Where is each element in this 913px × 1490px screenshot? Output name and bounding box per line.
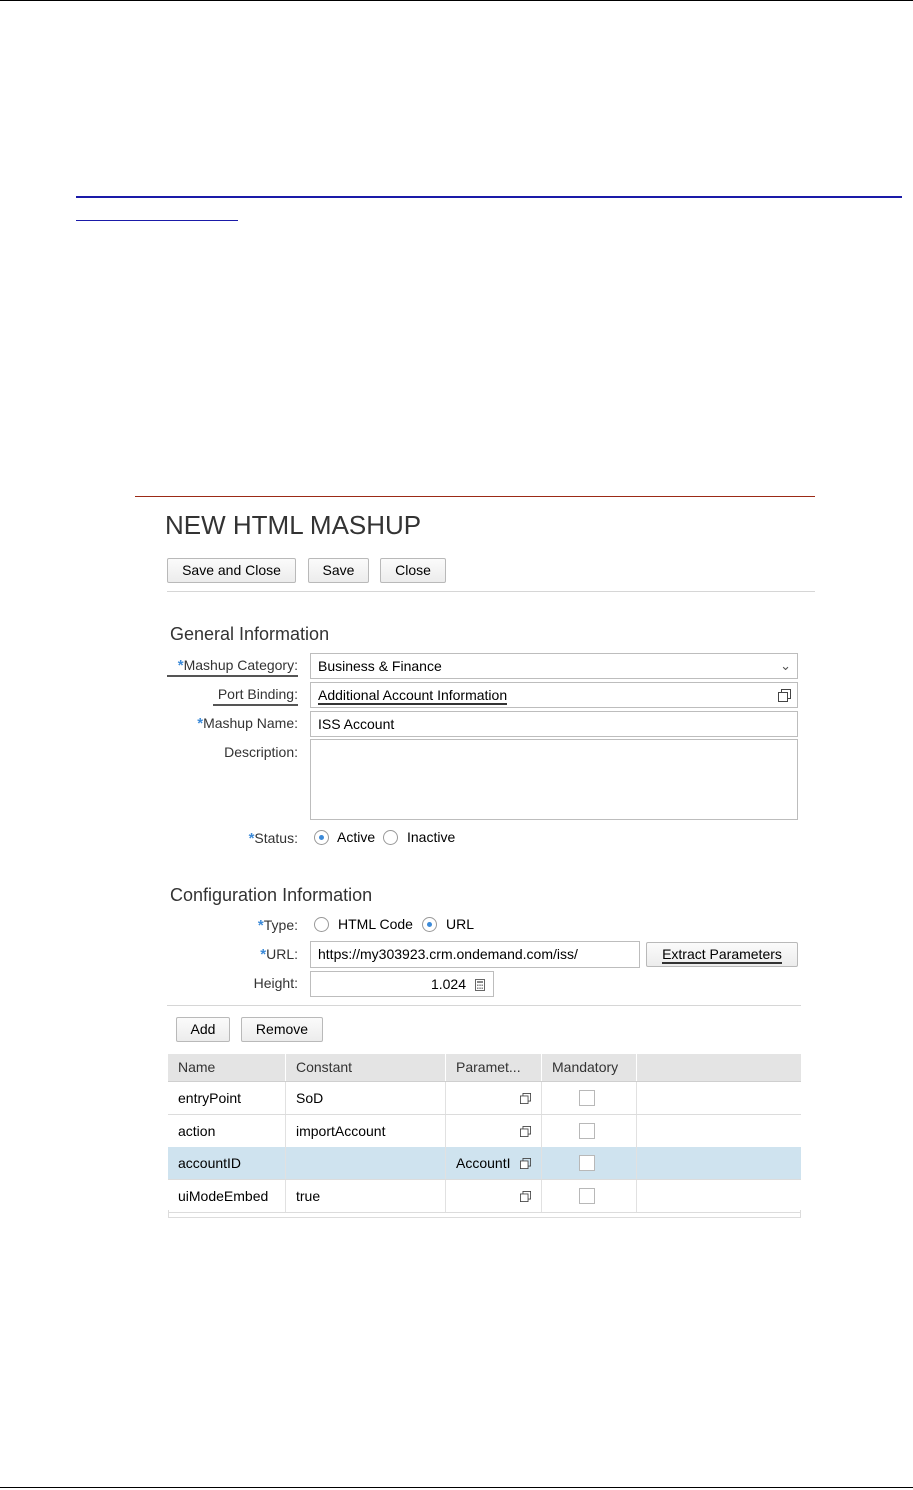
close-button[interactable]: Close xyxy=(380,558,446,583)
table-row[interactable] xyxy=(168,1082,801,1115)
save-and-close-button[interactable]: Save and Close xyxy=(167,558,296,583)
value-help-icon[interactable] xyxy=(520,1091,531,1102)
url-label: *URL: xyxy=(260,946,298,963)
table-row[interactable] xyxy=(168,1180,801,1213)
remove-button[interactable]: Remove xyxy=(241,1017,323,1042)
type-url-label[interactable]: URL xyxy=(446,916,475,932)
status-active-radio[interactable] xyxy=(314,830,329,845)
status-active-label[interactable]: Active xyxy=(337,829,376,845)
status-label: *Status: xyxy=(248,830,298,847)
height-input[interactable]: 1.024 xyxy=(310,971,494,997)
status-inactive-radio[interactable] xyxy=(383,830,398,845)
value-help-icon[interactable] xyxy=(520,1156,531,1167)
port-binding-label[interactable]: Port Binding: xyxy=(213,686,298,706)
general-information-heading: General Information xyxy=(170,624,330,644)
document-hyperlink[interactable] xyxy=(76,181,902,221)
cell-name[interactable]: uiModeEmbed xyxy=(168,1180,286,1212)
table-row[interactable] xyxy=(168,1115,801,1148)
cell-constant[interactable]: true xyxy=(286,1180,446,1212)
calculator-icon[interactable] xyxy=(475,979,485,991)
column-header-constant[interactable]: Constant xyxy=(286,1054,446,1081)
description-label: Description: xyxy=(224,744,298,760)
mandatory-checkbox[interactable] xyxy=(579,1155,595,1171)
status-inactive-label[interactable]: Inactive xyxy=(407,829,456,845)
height-label: Height: xyxy=(253,975,298,991)
cell-constant[interactable] xyxy=(286,1147,446,1179)
column-header-parameter[interactable]: Paramet... xyxy=(446,1054,542,1081)
extract-parameters-button[interactable]: Extract Parameters xyxy=(646,942,798,967)
table-header xyxy=(168,1054,801,1082)
column-header-mandatory[interactable]: Mandatory xyxy=(542,1054,637,1081)
type-url-radio[interactable] xyxy=(422,917,437,932)
page-bottom-rule xyxy=(0,1487,913,1488)
description-textarea[interactable] xyxy=(310,739,798,820)
add-button[interactable]: Add xyxy=(176,1017,230,1042)
cell-name[interactable]: accountID xyxy=(168,1147,286,1179)
cell-parameter-value: AccountI xyxy=(456,1155,511,1171)
save-button[interactable]: Save xyxy=(308,558,369,583)
value-help-icon[interactable] xyxy=(778,689,791,702)
value-help-icon[interactable] xyxy=(520,1124,531,1135)
mashup-category-label: *Mashup Category: xyxy=(167,657,298,677)
cell-constant[interactable]: importAccount xyxy=(286,1115,446,1147)
mashup-category-select[interactable]: Business & Finance ⌄ xyxy=(310,653,798,679)
value-help-icon[interactable] xyxy=(520,1189,531,1200)
configuration-information-heading: Configuration Information xyxy=(170,885,373,905)
page-top-rule xyxy=(0,0,913,1)
table-footer xyxy=(168,1210,801,1218)
page-title: NEW HTML MASHUP xyxy=(165,510,422,540)
cell-name[interactable]: action xyxy=(168,1115,286,1147)
cell-name[interactable]: entryPoint xyxy=(168,1082,286,1114)
table-row[interactable] xyxy=(168,1147,801,1180)
toolbar-divider xyxy=(167,591,815,592)
chevron-down-icon[interactable]: ⌄ xyxy=(780,658,791,673)
html-mashup-panel xyxy=(135,496,815,1231)
mandatory-checkbox[interactable] xyxy=(579,1090,595,1106)
cell-constant[interactable]: SoD xyxy=(286,1082,446,1114)
port-binding-field[interactable] xyxy=(310,682,798,708)
mandatory-checkbox[interactable] xyxy=(579,1123,595,1139)
config-divider xyxy=(167,1005,801,1006)
type-html-code-radio[interactable] xyxy=(314,917,329,932)
type-label: *Type: xyxy=(257,917,298,934)
type-html-code-label[interactable]: HTML Code xyxy=(338,916,413,932)
port-binding-link[interactable]: Additional Account Information xyxy=(318,687,508,703)
url-input[interactable]: https://my303923.crm.ondemand.com/iss/ xyxy=(310,941,640,968)
mashup-name-label: *Mashup Name: xyxy=(197,715,298,732)
mandatory-checkbox[interactable] xyxy=(579,1188,595,1204)
mashup-name-input[interactable]: ISS Account xyxy=(310,711,798,737)
column-header-name[interactable]: Name xyxy=(168,1054,286,1081)
